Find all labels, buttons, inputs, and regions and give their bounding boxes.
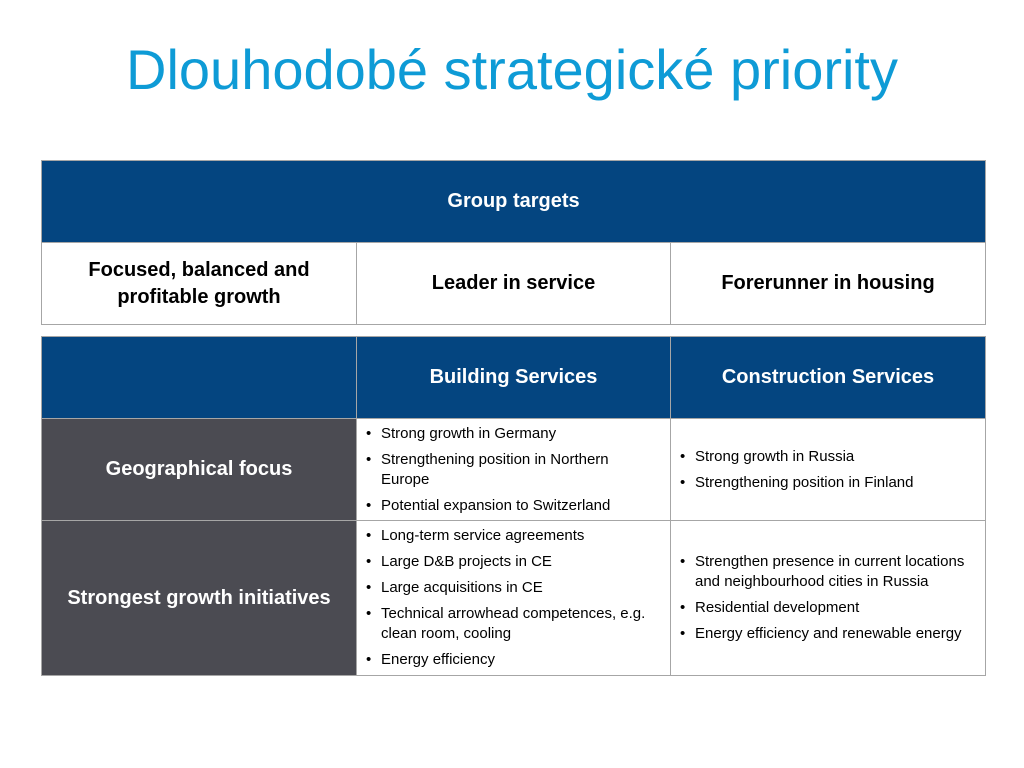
row-geographical-focus: Geographical focus xyxy=(42,419,357,521)
list-item: • Large D&B projects in CE xyxy=(363,552,660,572)
list-item: • Technical arrowhead competences, e.g. clean room, cooling xyxy=(363,604,660,644)
target-housing: Forerunner in housing xyxy=(671,243,986,325)
list-item: • Energy efficiency xyxy=(363,650,660,670)
row-strongest-growth-initiatives: Strongest growth initiatives xyxy=(42,521,357,676)
bullet-list xyxy=(357,420,670,520)
growth-building-cell xyxy=(357,521,671,676)
bullet-list xyxy=(671,548,985,648)
list-item: • Strong growth in Germany xyxy=(363,424,660,444)
list-item: • Long-term service agreements xyxy=(363,526,660,546)
list-item: • Strengthen presence in current locations and neighbourhood cities in Russia xyxy=(677,552,975,592)
services-table xyxy=(41,336,986,676)
list-item: • Energy efficiency and renewable energy xyxy=(677,624,975,644)
geo-building-cell xyxy=(357,419,671,521)
list-item: • Large acquisitions in CE xyxy=(363,578,660,598)
column-construction-services: Construction Services xyxy=(671,337,986,419)
group-targets-header: Group targets xyxy=(42,161,986,243)
target-service: Leader in service xyxy=(357,243,671,325)
list-item: • Residential development xyxy=(677,598,975,618)
list-item: • Strengthening position in Northern Europe xyxy=(363,450,660,490)
list-item: • Strong growth in Russia xyxy=(677,447,975,467)
geo-construction-cell xyxy=(671,419,986,521)
column-building-services: Building Services xyxy=(357,337,671,419)
bullet-list xyxy=(671,443,985,497)
list-item: • Strengthening position in Finland xyxy=(677,473,975,493)
list-item: • Potential expansion to Switzerland xyxy=(363,496,660,516)
services-corner-cell xyxy=(42,337,357,419)
target-growth: Focused, balanced and profitable growth xyxy=(42,243,357,325)
growth-construction-cell xyxy=(671,521,986,676)
bullet-list xyxy=(357,522,670,674)
slide-title: Dlouhodobé strategické priority xyxy=(126,38,898,101)
group-targets-table xyxy=(41,160,986,325)
